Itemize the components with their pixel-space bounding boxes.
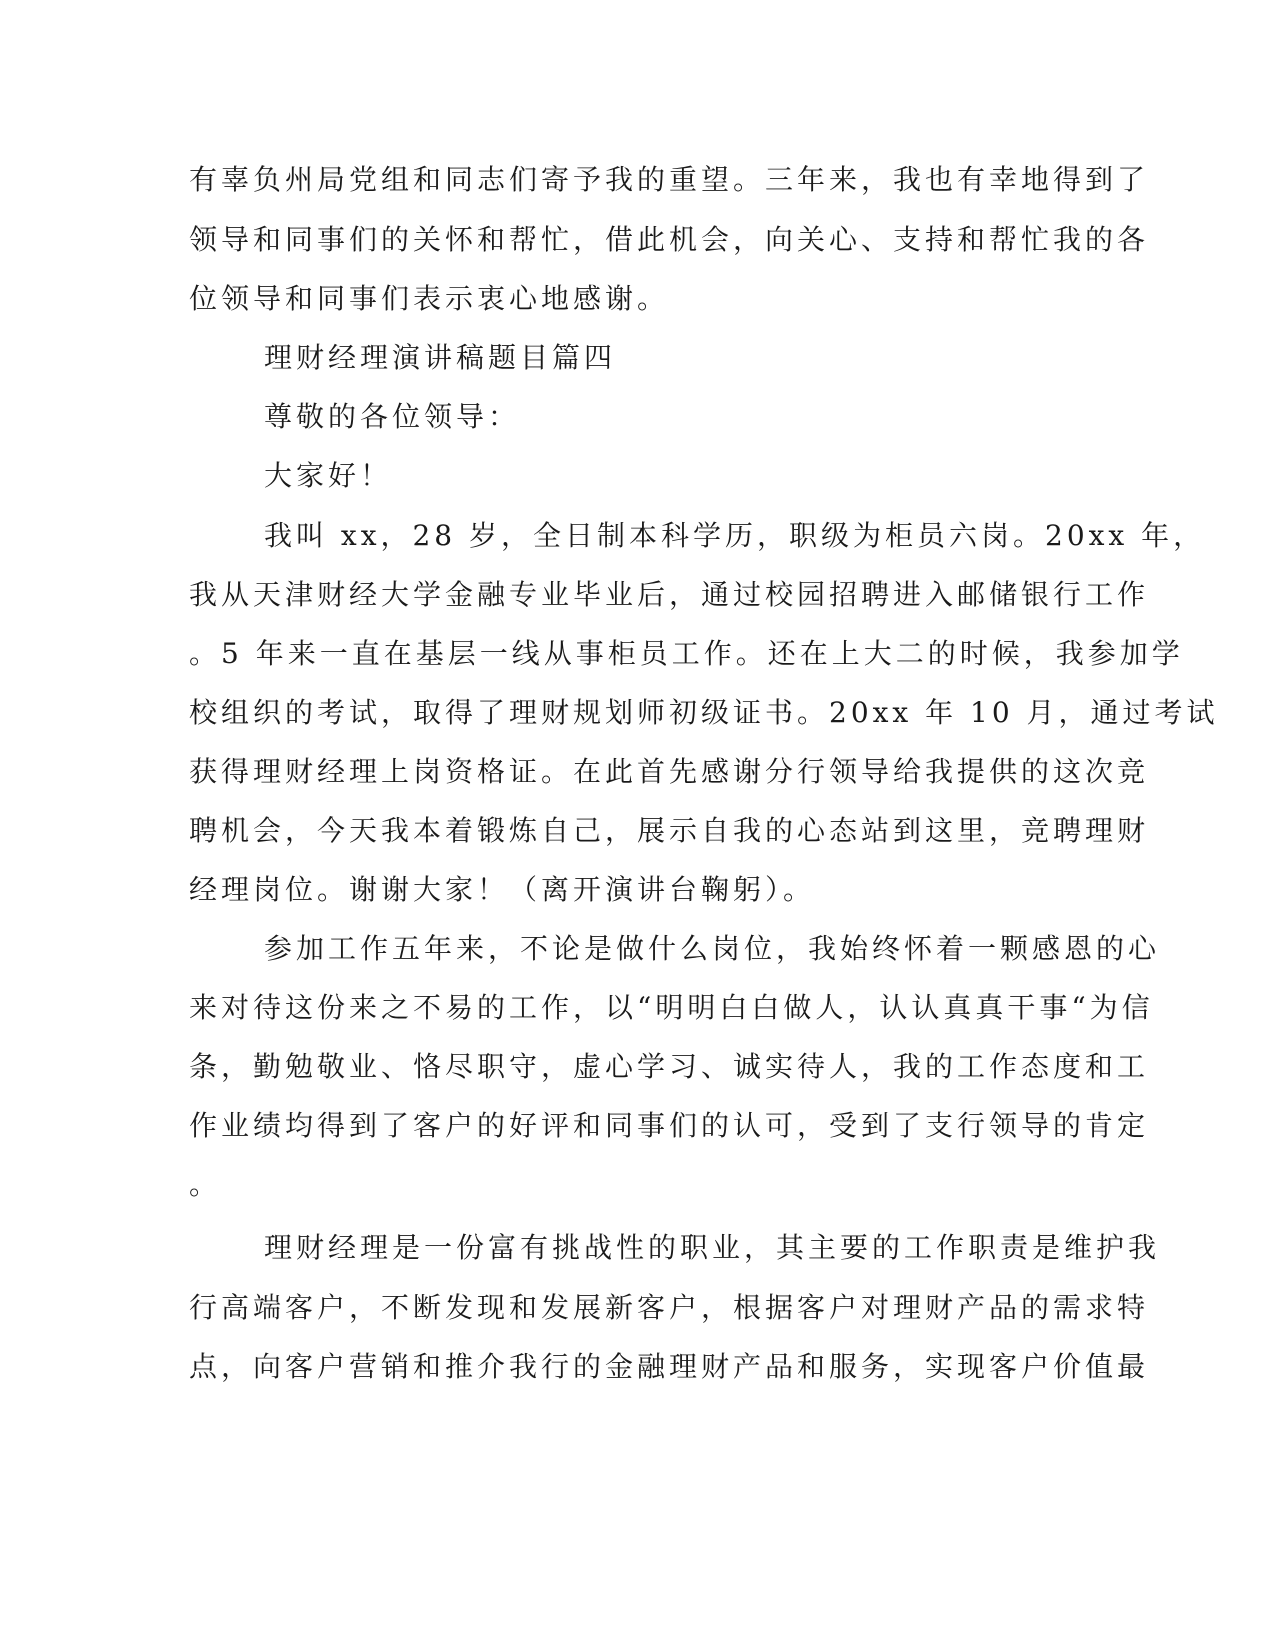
text-line: 来对待这份来之不易的工作，以“明明白白做人，认认真真干事“为信 [189, 991, 1154, 1024]
greeting: 大家好！ [264, 459, 393, 492]
text-line: 领导和同事们的关怀和帮忙，借此机会，向关心、支持和帮忙我的各 [189, 223, 1150, 256]
text-line: 我从天津财经大学金融专业毕业后，通过校园招聘进入邮储银行工作 [189, 578, 1150, 611]
text-line: 经理岗位。谢谢大家！（离开演讲台鞠躬）。 [189, 873, 816, 906]
text-line: 参加工作五年来，不论是做什么岗位，我始终怀着一颗感恩的心 [264, 932, 1161, 965]
text-line: 条，勤勉敬业、恪尽职守，虚心学习、诚实待人，我的工作态度和工 [189, 1050, 1150, 1083]
section-heading: 理财经理演讲稿题目篇四 [264, 341, 617, 374]
salutation: 尊敬的各位领导： [264, 400, 521, 433]
text-line: 点，向客户营销和推介我行的金融理财产品和服务，实现客户价值最 [189, 1350, 1150, 1383]
text-line: 有辜负州局党组和同志们寄予我的重望。三年来，我也有幸地得到了 [189, 163, 1150, 196]
text-line: 。5 年来一直在基层一线从事柜员工作。还在上大二的时候，我参加学 [189, 637, 1184, 670]
text-line: 获得理财经理上岗资格证。在此首先感谢分行领导给我提供的这次竞 [189, 755, 1150, 788]
text-line: 校组织的考试，取得了理财规划师初级证书。20xx 年 10 月，通过考试 [189, 696, 1219, 729]
text-line: 聘机会，今天我本着锻炼自己，展示自我的心态站到这里，竞聘理财 [189, 814, 1150, 847]
text-line: 我叫 xx，28 岁，全日制本科学历，职级为柜员六岗。20xx 年， [264, 519, 1206, 552]
text-line: 行高端客户，不断发现和发展新客户，根据客户对理财产品的需求特 [189, 1291, 1150, 1324]
text-line: 位领导和同事们表示衷心地感谢。 [189, 282, 670, 315]
text-line: 。 [189, 1168, 222, 1201]
text-line: 作业绩均得到了客户的好评和同事们的认可，受到了支行领导的肯定 [189, 1109, 1150, 1142]
text-line: 理财经理是一份富有挑战性的职业，其主要的工作职责是维护我 [264, 1231, 1161, 1264]
